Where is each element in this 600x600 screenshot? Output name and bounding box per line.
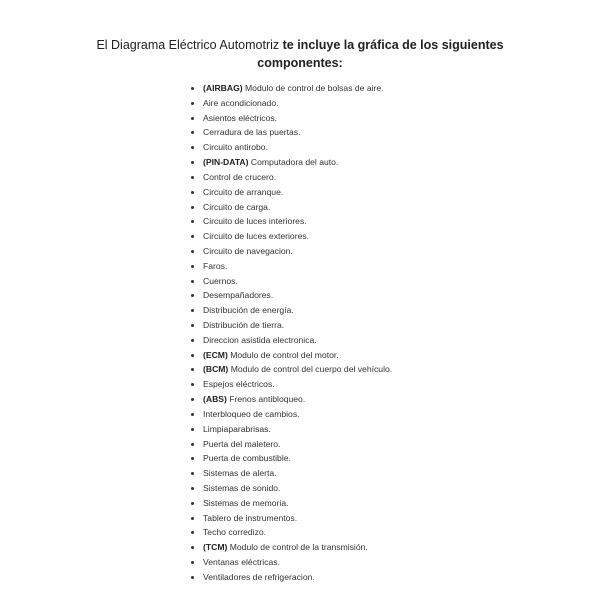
component-abbreviation: (PIN-DATA) <box>203 157 249 168</box>
component-label: Asientos eléctricos. <box>203 112 278 123</box>
list-item <box>191 200 392 215</box>
component-label: Desempañadores. <box>203 290 274 301</box>
component-label: Aire acondicionado. <box>203 97 279 108</box>
list-item <box>191 362 392 377</box>
component-abbreviation: (TCM) <box>203 542 228 553</box>
list-item <box>191 377 392 392</box>
component-abbreviation: (ABS) <box>203 394 227 405</box>
component-label: Limpiaparabrisas. <box>203 423 271 434</box>
bullet-icon <box>191 428 194 431</box>
bullet-icon <box>191 191 194 194</box>
bullet-icon <box>191 131 194 134</box>
component-label: Faros. <box>203 260 228 271</box>
list-item <box>191 81 392 96</box>
component-label: Circuito de navegacion. <box>203 245 293 256</box>
bullet-icon <box>191 176 194 179</box>
component-label: Direccion asistida electronica. <box>203 334 317 345</box>
title-line-1 <box>0 36 600 54</box>
component-label: Cerradura de las puertas. <box>203 127 301 138</box>
bullet-icon <box>191 502 194 505</box>
bullet-icon <box>191 324 194 327</box>
component-label: Modulo de control de bolsas de aire. <box>245 83 384 93</box>
bullet-icon <box>191 250 194 253</box>
bullet-icon <box>191 309 194 312</box>
bullet-icon <box>191 398 194 401</box>
bullet-icon <box>191 383 194 386</box>
component-abbreviation: (AIRBAG) <box>203 83 243 93</box>
component-label: Espejos eléctricos. <box>203 379 275 390</box>
list-item <box>191 466 392 481</box>
list-item <box>191 214 392 229</box>
component-label: Techo corredizo. <box>203 527 267 538</box>
list-item <box>191 540 392 555</box>
component-label: Puerta de combustible. <box>203 453 291 464</box>
component-list <box>191 81 392 585</box>
bullet-icon <box>191 294 194 297</box>
bullet-icon <box>191 413 194 416</box>
component-label: Modulo de control del motor. <box>230 349 339 360</box>
bullet-icon <box>191 354 194 357</box>
list-item <box>191 229 392 244</box>
component-label: Ventiladores de refrigeracion. <box>203 571 315 582</box>
list-item <box>191 555 392 570</box>
list-item <box>191 407 392 422</box>
bullet-icon <box>191 206 194 209</box>
bullet-icon <box>191 146 194 149</box>
page-title <box>0 36 600 72</box>
bullet-icon <box>191 368 194 371</box>
component-label: Circuito de luces interiores. <box>203 216 307 227</box>
list-item <box>191 348 392 363</box>
bullet-icon <box>191 472 194 475</box>
component-label: Puerta del maletero. <box>203 438 281 449</box>
list-item <box>191 422 392 437</box>
list-item <box>191 451 392 466</box>
bullet-icon <box>191 561 194 564</box>
component-abbreviation: (ECM) <box>203 349 228 360</box>
component-label: Modulo de control de la transmisión. <box>229 542 368 553</box>
bullet-icon <box>191 443 194 446</box>
list-item <box>191 244 392 259</box>
component-label: Sistemas de sonido. <box>203 482 281 493</box>
bullet-icon <box>191 546 194 549</box>
title-line-2: componentes: <box>257 56 343 70</box>
list-item <box>191 170 392 185</box>
list-item <box>191 274 392 289</box>
list-item <box>191 570 392 585</box>
list-item <box>191 125 392 140</box>
component-label: Distribución de tierra. <box>203 320 285 330</box>
bullet-icon <box>191 531 194 534</box>
list-item <box>191 111 392 126</box>
list-item <box>191 437 392 452</box>
list-item <box>191 392 392 407</box>
bullet-icon <box>191 576 194 579</box>
component-label: Circuito antirobo. <box>203 142 268 153</box>
list-item <box>191 288 392 303</box>
component-abbreviation: (BCM) <box>203 364 229 375</box>
list-item <box>191 96 392 111</box>
component-label: Distribución de energía. <box>203 305 294 316</box>
title-bold-text: te incluye la gráfica de los siguientes <box>282 38 504 52</box>
list-item <box>191 481 392 496</box>
bullet-icon <box>191 87 194 90</box>
component-label: Ventanas eléctricas. <box>203 557 280 567</box>
component-label: Computadora del auto. <box>250 157 339 168</box>
bullet-icon <box>191 280 194 283</box>
list-item <box>191 155 392 170</box>
list-item <box>191 496 392 511</box>
bullet-icon <box>191 265 194 268</box>
component-label: Control de crucero. <box>203 171 277 182</box>
list-item <box>191 185 392 200</box>
component-label: Cuernos. <box>203 275 238 286</box>
bullet-icon <box>191 102 194 105</box>
bullet-icon <box>191 517 194 520</box>
component-label: Sistemas de alerta. <box>203 468 277 479</box>
list-item <box>191 303 392 318</box>
bullet-icon <box>191 339 194 342</box>
list-item <box>191 511 392 526</box>
component-label: Modulo de control del cuerpo del vehículo. <box>230 364 393 375</box>
component-label: Tablero de instrumentos. <box>203 512 298 523</box>
component-label: Sistemas de memoria. <box>203 497 289 508</box>
list-item <box>191 525 392 540</box>
title-normal-text: El Diagrama Eléctrico Automotriz <box>96 38 280 52</box>
bullet-icon <box>191 161 194 164</box>
bullet-icon <box>191 220 194 223</box>
component-label: Circuito de carga. <box>203 201 271 212</box>
list-item <box>191 318 392 333</box>
bullet-icon <box>191 235 194 238</box>
component-label: Circuito de luces exteriores. <box>203 231 310 242</box>
list-item <box>191 333 392 348</box>
component-label: Circuito de arranque. <box>203 186 284 197</box>
component-label: Interbloqueo de cambios. <box>203 408 300 419</box>
bullet-icon <box>191 117 194 120</box>
list-item <box>191 259 392 274</box>
list-item <box>191 140 392 155</box>
bullet-icon <box>191 487 194 490</box>
bullet-icon <box>191 457 194 460</box>
component-label: Frenos antibloqueo. <box>229 394 306 405</box>
